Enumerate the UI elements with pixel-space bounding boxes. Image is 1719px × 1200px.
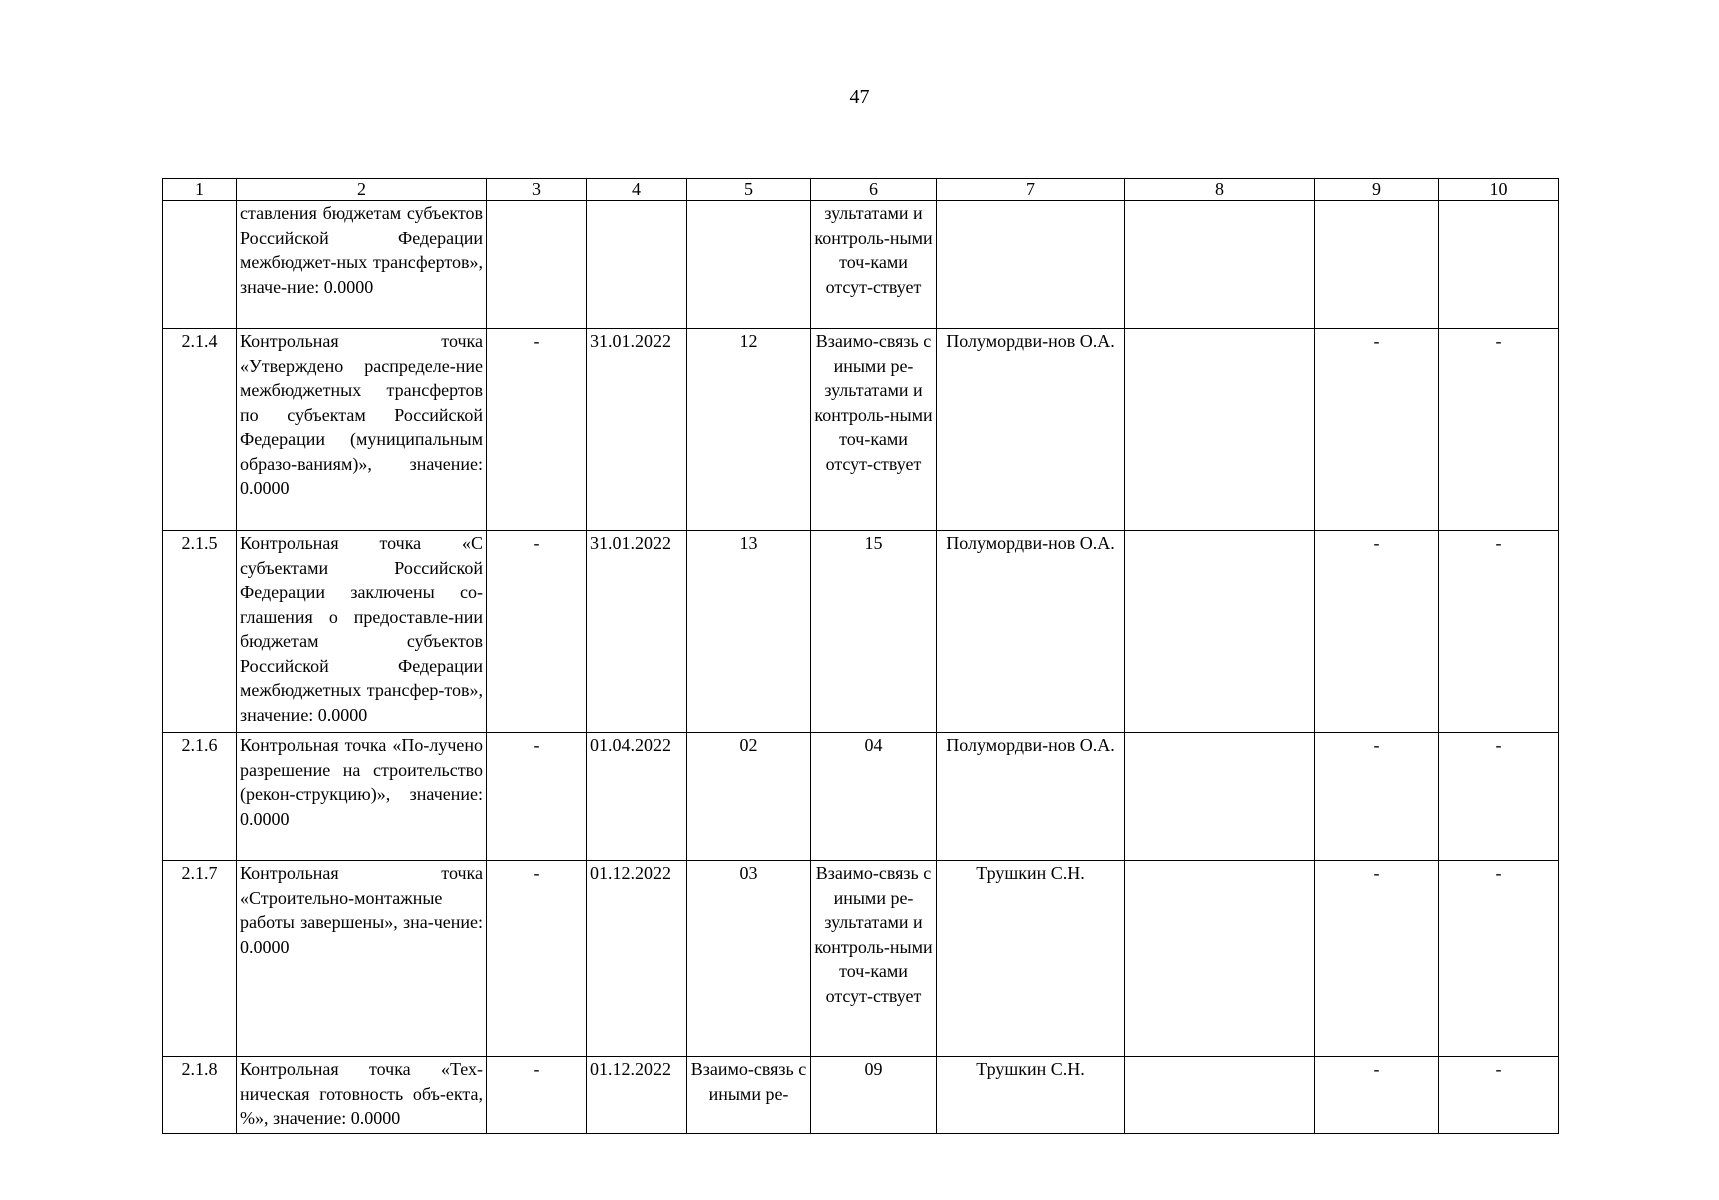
- description-cell: Контрольная точка «По-лучено разрешение на строительство (рекон-струкцию)», значение: 0.0000: [237, 733, 487, 861]
- cell-col-9: -: [1315, 531, 1439, 733]
- date-cell: 01.12.2022: [587, 1057, 687, 1134]
- table-row: [163, 201, 1559, 329]
- row-number-cell: 2.1.7: [163, 861, 237, 1057]
- document-table: [162, 178, 1559, 1134]
- cell-col-8: [1125, 733, 1315, 861]
- responsible-cell: Полумордви-нов О.А.: [937, 733, 1125, 861]
- cell-col-9: -: [1315, 329, 1439, 531]
- cell-col-10: -: [1439, 531, 1559, 733]
- relation-cell: 04: [811, 733, 937, 861]
- cell-col-9: -: [1315, 861, 1439, 1057]
- cell-col-9: [1315, 201, 1439, 329]
- cell-col-8: [1125, 329, 1315, 531]
- cell-col-5: 03: [687, 861, 811, 1057]
- cell-col-9: -: [1315, 1057, 1439, 1134]
- header-cell-1: 1: [163, 179, 237, 201]
- page-number: 47: [849, 86, 870, 108]
- header-cell-7: 7: [937, 179, 1125, 201]
- relation-cell: Взаимо-связь с иными ре-зультатами и контроль-ными точ-ками отсут-ствует: [811, 329, 937, 531]
- responsible-cell: [937, 201, 1125, 329]
- description-cell: Контрольная точка «Тех-ническая готовность объ-екта, %», значение: 0.0000: [237, 1057, 487, 1134]
- cell-col-10: -: [1439, 733, 1559, 861]
- cell-col-3: -: [487, 733, 587, 861]
- date-cell: 31.01.2022: [587, 329, 687, 531]
- date-cell: [587, 201, 687, 329]
- responsible-cell: Полумордви-нов О.А.: [937, 531, 1125, 733]
- table-row: [163, 1057, 1559, 1134]
- cell-col-5: 02: [687, 733, 811, 861]
- table-row: [163, 531, 1559, 733]
- row-number-cell: 2.1.6: [163, 733, 237, 861]
- row-number-cell: [163, 201, 237, 329]
- cell-col-9: -: [1315, 733, 1439, 861]
- responsible-cell: Трушкин С.Н.: [937, 1057, 1125, 1134]
- header-cell-2: 2: [237, 179, 487, 201]
- cell-col-5: 13: [687, 531, 811, 733]
- cell-col-5: 12: [687, 329, 811, 531]
- cell-col-10: -: [1439, 329, 1559, 531]
- relation-cell: 09: [811, 1057, 937, 1134]
- cell-col-8: [1125, 531, 1315, 733]
- table-row: [163, 733, 1559, 861]
- cell-col-10: -: [1439, 1057, 1559, 1134]
- cell-col-3: [487, 201, 587, 329]
- responsible-cell: Полумордви-нов О.А.: [937, 329, 1125, 531]
- date-cell: 01.12.2022: [587, 861, 687, 1057]
- header-row: [163, 179, 1559, 201]
- header-cell-6: 6: [811, 179, 937, 201]
- row-number-cell: 2.1.8: [163, 1057, 237, 1134]
- header-cell-3: 3: [487, 179, 587, 201]
- cell-col-8: [1125, 201, 1315, 329]
- relation-cell: зультатами и контроль-ными точ-ками отсут-ствует: [811, 201, 937, 329]
- cell-col-3: -: [487, 1057, 587, 1134]
- cell-col-10: -: [1439, 861, 1559, 1057]
- cell-col-5: [687, 201, 811, 329]
- description-cell: Контрольная точка «С субъектами Российской Федерации заключены со-глашения о предоставле-нии бюджетам субъектов Российской Федерации межбюджетных трансфер-тов», значение: 0.0000: [237, 531, 487, 733]
- header-cell-8: 8: [1125, 179, 1315, 201]
- date-cell: 01.04.2022: [587, 733, 687, 861]
- header-cell-4: 4: [587, 179, 687, 201]
- cell-col-3: -: [487, 861, 587, 1057]
- cell-col-3: -: [487, 329, 587, 531]
- cell-col-8: [1125, 861, 1315, 1057]
- relation-cell: 15: [811, 531, 937, 733]
- table-row: [163, 861, 1559, 1057]
- cell-col-10: [1439, 201, 1559, 329]
- row-number-cell: 2.1.5: [163, 531, 237, 733]
- date-cell: 31.01.2022: [587, 531, 687, 733]
- responsible-cell: Трушкин С.Н.: [937, 861, 1125, 1057]
- description-cell: Контрольная точка «Утверждено распределе-ние межбюджетных трансфертов по субъектам Российской Федерации (муниципальным образо-ваниям)», значение: 0.0000: [237, 329, 487, 531]
- cell-col-3: -: [487, 531, 587, 733]
- header-cell-5: 5: [687, 179, 811, 201]
- description-cell: ставления бюджетам субъектов Российской Федерации межбюджет-ных трансфертов», значе-ние: 0.0000: [237, 201, 487, 329]
- relation-cell: Взаимо-связь с иными ре-зультатами и контроль-ными точ-ками отсут-ствует: [811, 861, 937, 1057]
- row-number-cell: 2.1.4: [163, 329, 237, 531]
- table-row: [163, 329, 1559, 531]
- cell-col-8: [1125, 1057, 1315, 1134]
- header-cell-9: 9: [1315, 179, 1439, 201]
- header-cell-10: 10: [1439, 179, 1559, 201]
- cell-col-5: Взаимо-связь с иными ре-: [687, 1057, 811, 1134]
- description-cell: Контрольная точка «Строительно-монтажные работы завершены», зна-чение: 0.0000: [237, 861, 487, 1057]
